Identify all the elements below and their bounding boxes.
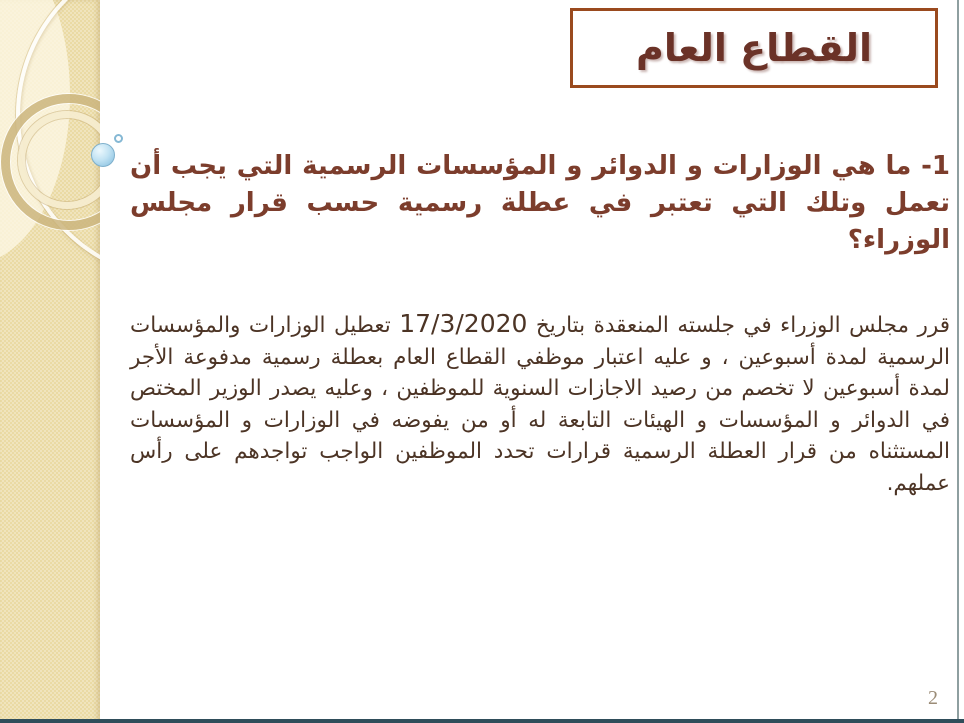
bubble-ornament bbox=[91, 143, 115, 167]
bubble-ring-ornament bbox=[114, 134, 123, 143]
slide-title: القطاع العام bbox=[636, 26, 872, 70]
decision-date: 17/3/2020 bbox=[399, 309, 528, 338]
slide-bottom-border bbox=[0, 719, 964, 723]
slide-right-border bbox=[957, 0, 959, 719]
answer-text-after-date: تعطيل الوزارات والمؤسسات الرسمية لمدة أسبوعين ، و عليه اعتبار موظفي القطاع العام بعطلة رسمية مدفوعة الأجر لمدة أسبوعين لا تخصم من رصيد الاجازات السنوية للموظفين ، وعليه يصدر الوزير المختص في الدوائر و المؤسسات و الهيئات التابعة له أو من يفوضه في الوزارات و المؤسسات المستثناه من قرار العطلة الرسمية قرارات تحدد الموظفين الواجب تواجدهم على رأس عملهم. bbox=[130, 313, 950, 496]
answer-paragraph bbox=[130, 308, 950, 499]
sidebar-decoration bbox=[0, 0, 100, 723]
answer-text-before-date: قرر مجلس الوزراء في جلسته المنعقدة بتاريخ bbox=[527, 313, 950, 338]
page-number: 2 bbox=[928, 687, 938, 709]
slide-title-box bbox=[570, 8, 938, 88]
slide-content bbox=[130, 148, 950, 499]
question-heading: 1- ما هي الوزارات و الدوائر و المؤسسات الرسمية التي يجب أن تعمل وتلك التي تعتبر في عطلة رسمية حسب قرار مجلس الوزراء؟ bbox=[130, 151, 950, 255]
